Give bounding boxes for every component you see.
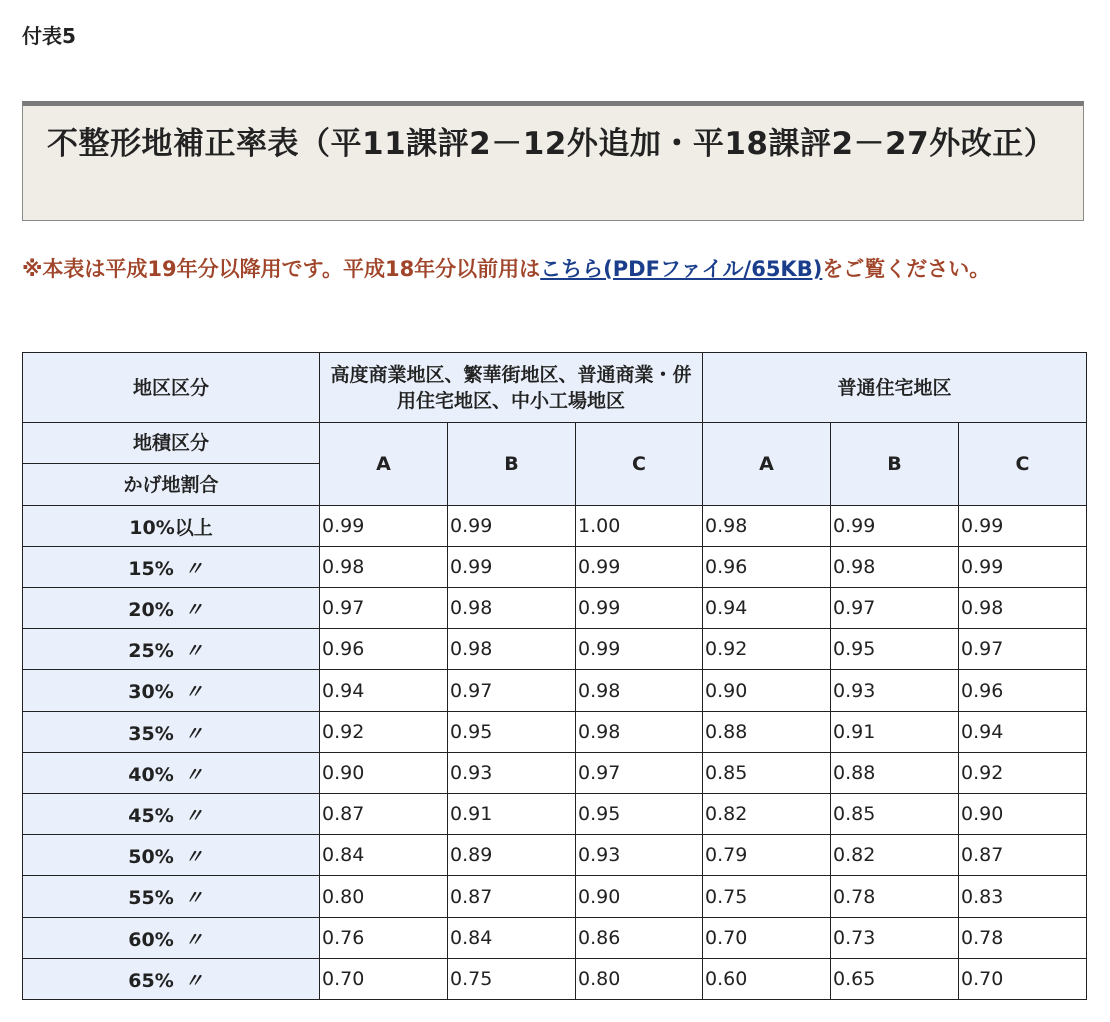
ditto-mark: 〃 (184, 763, 204, 786)
rate-cell: 0.96 (320, 629, 448, 670)
table-row (23, 588, 1087, 629)
header-letter: C (576, 423, 703, 506)
table-body (23, 506, 1087, 1000)
row-label-text: 20% (128, 598, 174, 621)
row-label-text: 30% (128, 681, 174, 703)
ditto-mark: 〃 (184, 928, 204, 951)
rate-cell: 0.70 (320, 959, 448, 1000)
row-label-text: 35% (128, 722, 174, 745)
rate-cell: 0.98 (448, 629, 576, 670)
rate-cell: 0.90 (959, 794, 1087, 835)
table-row (23, 794, 1087, 835)
table-row (23, 918, 1087, 959)
rate-cell: 0.75 (703, 876, 831, 918)
rate-cell: 0.90 (320, 753, 448, 794)
rate-cell: 0.93 (448, 753, 576, 794)
rate-cell: 0.94 (703, 588, 831, 629)
rate-cell: 0.98 (576, 670, 703, 712)
rate-cell: 0.79 (703, 835, 831, 876)
rate-cell: 0.84 (320, 835, 448, 876)
ditto-mark: 〃 (184, 804, 204, 827)
header-district: 地区区分 (23, 353, 320, 423)
rate-cell: 0.90 (576, 876, 703, 918)
table-row (23, 629, 1087, 670)
row-label-text: 45% (128, 804, 174, 827)
table-row (23, 506, 1087, 547)
table-row (23, 712, 1087, 753)
rate-cell: 0.76 (320, 918, 448, 959)
row-label (23, 835, 320, 876)
table-row (23, 876, 1087, 918)
rate-cell: 0.90 (703, 670, 831, 712)
row-label-text: 25% (128, 639, 174, 662)
row-label-text: 40% (128, 763, 174, 786)
rate-cell: 0.95 (448, 712, 576, 753)
rate-cell: 0.97 (831, 588, 959, 629)
table-row (23, 959, 1087, 1000)
rate-cell: 0.94 (320, 670, 448, 712)
rate-cell: 0.98 (448, 588, 576, 629)
row-label-text: 10%以上 (129, 516, 213, 539)
rate-cell: 0.82 (703, 794, 831, 835)
row-label-text: 60% (128, 928, 174, 951)
rate-cell: 0.78 (959, 918, 1087, 959)
rate-cell: 0.60 (703, 959, 831, 1000)
rate-cell: 0.87 (320, 794, 448, 835)
rate-cell: 0.96 (959, 670, 1087, 712)
header-kage: かげ地割合 (23, 464, 320, 506)
rate-cell: 0.99 (320, 506, 448, 547)
rate-cell: 0.85 (703, 753, 831, 794)
header-group-commercial: 高度商業地区、繁華街地区、普通商業・併用住宅地区、中小工場地区 (320, 353, 703, 423)
rate-cell: 0.98 (576, 712, 703, 753)
row-label-text: 65% (128, 969, 174, 992)
title-box (22, 101, 1084, 221)
ditto-mark: 〃 (184, 598, 204, 621)
rate-cell: 0.92 (959, 753, 1087, 794)
header-letter: B (831, 423, 959, 506)
row-label (23, 506, 320, 547)
table-row (23, 547, 1087, 588)
row-label (23, 876, 320, 918)
table-row (23, 835, 1087, 876)
rate-cell: 0.98 (959, 588, 1087, 629)
rate-cell: 0.92 (320, 712, 448, 753)
row-label (23, 794, 320, 835)
header-letter: C (959, 423, 1087, 506)
rate-cell: 0.98 (831, 547, 959, 588)
rate-cell: 0.99 (576, 629, 703, 670)
row-label-text: 50% (128, 845, 174, 868)
ditto-mark: 〃 (184, 845, 204, 868)
ditto-mark: 〃 (184, 887, 204, 909)
page-title: 不整形地補正率表（平11課評2－12外追加・平18課評2－27外改正） (47, 126, 1056, 162)
rate-cell: 0.91 (448, 794, 576, 835)
ditto-mark: 〃 (184, 639, 204, 662)
row-label (23, 588, 320, 629)
row-label (23, 712, 320, 753)
correction-rate-table (22, 352, 1087, 1000)
header-group-residential: 普通住宅地区 (703, 353, 1087, 423)
notice-prefix: ※本表は平成19年分以降用です。平成18年分以前用は (22, 257, 541, 281)
ditto-mark: 〃 (184, 969, 204, 992)
header-letter: B (448, 423, 576, 506)
rate-cell: 0.94 (959, 712, 1087, 753)
rate-cell: 0.91 (831, 712, 959, 753)
rate-cell: 0.87 (448, 876, 576, 918)
rate-cell: 0.78 (831, 876, 959, 918)
rate-cell: 0.97 (576, 753, 703, 794)
rate-cell: 0.86 (576, 918, 703, 959)
notice-suffix: をご覧ください。 (822, 257, 991, 281)
notice (22, 250, 1062, 288)
rate-cell: 0.75 (448, 959, 576, 1000)
rate-cell: 0.85 (831, 794, 959, 835)
row-label-text: 55% (128, 887, 174, 909)
header-letter: A (703, 423, 831, 506)
table-row (23, 753, 1087, 794)
row-label (23, 547, 320, 588)
row-label (23, 959, 320, 1000)
rate-cell: 0.96 (703, 547, 831, 588)
ditto-mark: 〃 (184, 557, 204, 580)
rate-cell: 0.70 (959, 959, 1087, 1000)
header-area: 地積区分 (23, 423, 320, 464)
rate-cell: 0.92 (703, 629, 831, 670)
rate-cell: 0.82 (831, 835, 959, 876)
pdf-link[interactable]: こちら(PDFファイル/65KB) (540, 257, 823, 281)
rate-cell: 0.84 (448, 918, 576, 959)
rate-cell: 0.83 (959, 876, 1087, 918)
rate-cell: 0.70 (703, 918, 831, 959)
rate-cell: 0.95 (831, 629, 959, 670)
rate-cell: 0.99 (448, 547, 576, 588)
rate-cell: 0.97 (959, 629, 1087, 670)
rate-cell: 0.80 (320, 876, 448, 918)
row-label-text: 15% (128, 557, 174, 580)
header-letter: A (320, 423, 448, 506)
rate-cell: 0.65 (831, 959, 959, 1000)
row-label (23, 670, 320, 712)
rate-cell: 0.98 (703, 506, 831, 547)
row-label (23, 753, 320, 794)
rate-cell: 0.99 (959, 506, 1087, 547)
table-row (23, 670, 1087, 712)
rate-cell: 0.99 (831, 506, 959, 547)
rate-cell: 0.99 (576, 588, 703, 629)
rate-cell: 0.80 (576, 959, 703, 1000)
rate-cell: 0.95 (576, 794, 703, 835)
rate-cell: 0.99 (576, 547, 703, 588)
rate-cell: 0.88 (703, 712, 831, 753)
row-label (23, 629, 320, 670)
rate-cell: 0.97 (320, 588, 448, 629)
row-label (23, 918, 320, 959)
rate-cell: 0.99 (448, 506, 576, 547)
rate-cell: 0.93 (576, 835, 703, 876)
rate-cell: 0.99 (959, 547, 1087, 588)
ditto-mark: 〃 (184, 722, 204, 745)
rate-cell: 0.97 (448, 670, 576, 712)
rate-cell: 0.98 (320, 547, 448, 588)
rate-cell: 0.89 (448, 835, 576, 876)
ditto-mark: 〃 (184, 681, 204, 703)
rate-cell: 0.73 (831, 918, 959, 959)
rate-cell: 1.00 (576, 506, 703, 547)
rate-cell: 0.88 (831, 753, 959, 794)
page-label: 付表5 (22, 24, 76, 48)
rate-cell: 0.87 (959, 835, 1087, 876)
rate-cell: 0.93 (831, 670, 959, 712)
